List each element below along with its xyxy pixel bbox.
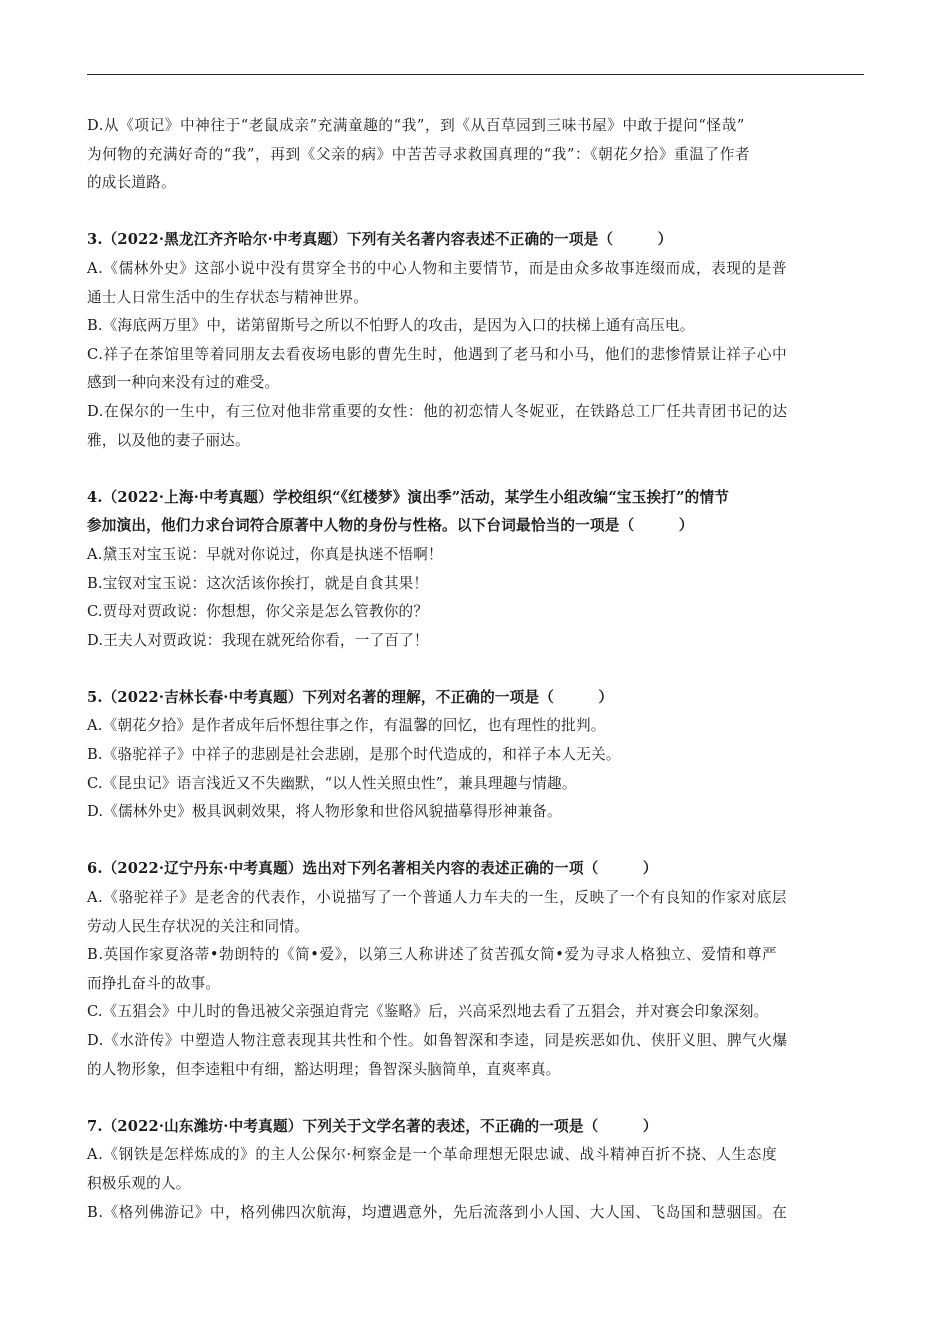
option-c <box>87 598 862 627</box>
text-line: C.《昆虫记》语言浅近又不失幽默，“以人性关照虫性”，兼具理趣与情趣。 <box>87 774 577 792</box>
text-line: D.从《项记》中神往于“老鼠成亲”充满童趣的“我”，到《从百草园到三味书屋》中敢于提问“怪哉” <box>87 117 745 134</box>
option-a <box>87 884 862 941</box>
text-line: B.《骆驼祥子》中祥子的悲剧是社会悲剧，是那个时代造成的，和祥子本人无关。 <box>87 746 621 764</box>
header-rule <box>87 74 864 75</box>
text-line: 劳动人民生存状况的关注和同情。 <box>87 917 309 935</box>
text-line: C.贾母对贾政说：你想想，你父亲是怎么管教你的？ <box>87 603 429 621</box>
text-line: B.英国作家夏洛蒂•勃朗特的《简•爱》，以第三人称讲述了贫苦孤女简•爱为寻求人格独立、爱情和尊严 <box>87 946 778 964</box>
option-b <box>87 941 862 998</box>
option-d <box>87 627 862 656</box>
question-4 <box>87 484 862 656</box>
text-line: B.宝钗对宝玉说：这次活该你挨打，就是自食其果！ <box>87 574 429 592</box>
option-a <box>87 1141 862 1198</box>
prev-question-option-d <box>87 112 862 198</box>
option-b <box>87 741 862 770</box>
text-line: 感到一种向来没有过的难受。 <box>87 374 280 392</box>
text-line: A.《朝花夕拾》是作者成年后怀想往事之作，有温馨的回忆，也有理性的批判。 <box>87 717 606 735</box>
text-line: D.王夫人对贾政说：我现在就死给你看，一了百了！ <box>87 631 429 649</box>
text-line: C.祥子在茶馆里等着同朋友去看夜场电影的曹先生时，他遇到了老马和小马，他们的悲惨情景让祥子心中 <box>87 345 788 363</box>
text-line: 积极乐观的人。 <box>87 1174 191 1192</box>
text-line: 而挣扎奋斗的故事。 <box>87 974 221 992</box>
question-6 <box>87 855 862 1084</box>
option-c <box>87 341 862 398</box>
text-line: 的人物形象，但李逵粗中有细，豁达明理；鲁智深头脑简单，直爽率真。 <box>87 1060 561 1078</box>
option-a <box>87 255 862 312</box>
option-b <box>87 570 862 599</box>
question-stem: 4.（2022·上海·中考真题）学校组织“《红楼梦》演出季”活动，某学生小组改编“宝玉挨打”的情节 <box>87 488 730 506</box>
text-line: D.《儒林外史》极具讽刺效果，将人物形象和世俗风貌描摹得形神兼备。 <box>87 803 562 821</box>
option-b <box>87 312 862 341</box>
question-stem: 5.（2022·吉林长春·中考真题）下列对名著的理解，不正确的一项是（ ） <box>87 688 614 706</box>
text-line: D.在保尔的一生中，有三位对他非常重要的女性：他的初恋情人冬妮亚，在铁路总工厂任共青团书记的达 <box>87 402 788 420</box>
text-line: A.《儒林外史》这部小说中没有贯穿全书的中心人物和主要情节，而是由众多故事连缀而成，表现的是普 <box>87 259 788 277</box>
text-line: C.《五猖会》中儿时的鲁迅被父亲强迫背完《鉴略》后，兴高采烈地去看了五猖会，并对赛会印象深刻。 <box>87 1003 769 1021</box>
text-line: A.《钢铁是怎样炼成的》的主人公保尔·柯察金是一个革命理想无限忠诚、战斗精神百折不挠、人生态度 <box>87 1146 778 1164</box>
text-line: A.黛玉对宝玉说：早就对你说过，你真是执迷不悟啊！ <box>87 545 443 563</box>
option-d <box>87 1027 862 1084</box>
option-a <box>87 712 862 741</box>
text-line: 雅，以及他的妻子丽达。 <box>87 431 250 449</box>
question-stem: 3.（2022·黑龙江齐齐哈尔·中考真题）下列有关名著内容表述不正确的一项是（ ） <box>87 231 673 249</box>
document-content <box>87 112 862 1227</box>
option-d <box>87 798 862 827</box>
text-line: 为何物的充满好奇的“我”，再到《父亲的病》中苦苦寻求救国真理的“我”：《朝花夕拾》重温了作者 <box>87 145 751 163</box>
text-line: B.《海底两万里》中，诺第留斯号之所以不怕野人的攻击，是因为入口的扶梯上通有高压电。 <box>87 317 695 335</box>
option-c <box>87 998 862 1027</box>
text-line: 的成长道路。 <box>87 174 176 192</box>
option-c <box>87 770 862 799</box>
text-line: A.《骆驼祥子》是老舍的代表作，小说描写了一个普通人力车夫的一生，反映了一个有良知的作家对底层 <box>87 889 788 907</box>
text-line: B.《格列佛游记》中，格列佛四次航海，均遭遇意外，先后流落到小人国、大人国、飞岛国和慧骃国。在 <box>87 1203 788 1221</box>
text-line: 通士人日常生活中的生存状态与精神世界。 <box>87 288 369 306</box>
question-stem: 7.（2022·山东潍坊·中考真题）下列关于文学名著的表述，不正确的一项是（ ） <box>87 1117 658 1135</box>
question-3 <box>87 226 862 455</box>
text-line: D.《水浒传》中塑造人物注意表现其共性和个性。如鲁智深和李逵，同是疾恶如仇、侠肝义胆、脾气火爆 <box>87 1032 788 1049</box>
question-stem: 参加演出，他们力求台词符合原著中人物的身份与性格。以下台词最恰当的一项是（ ） <box>87 517 694 535</box>
question-5 <box>87 684 862 827</box>
option-d <box>87 398 862 455</box>
option-b <box>87 1199 862 1228</box>
question-stem: 6.（2022·辽宁丹东·中考真题）选出对下列名著相关内容的表述正确的一项（ ） <box>87 860 658 878</box>
question-7 <box>87 1113 862 1227</box>
option-a <box>87 541 862 570</box>
